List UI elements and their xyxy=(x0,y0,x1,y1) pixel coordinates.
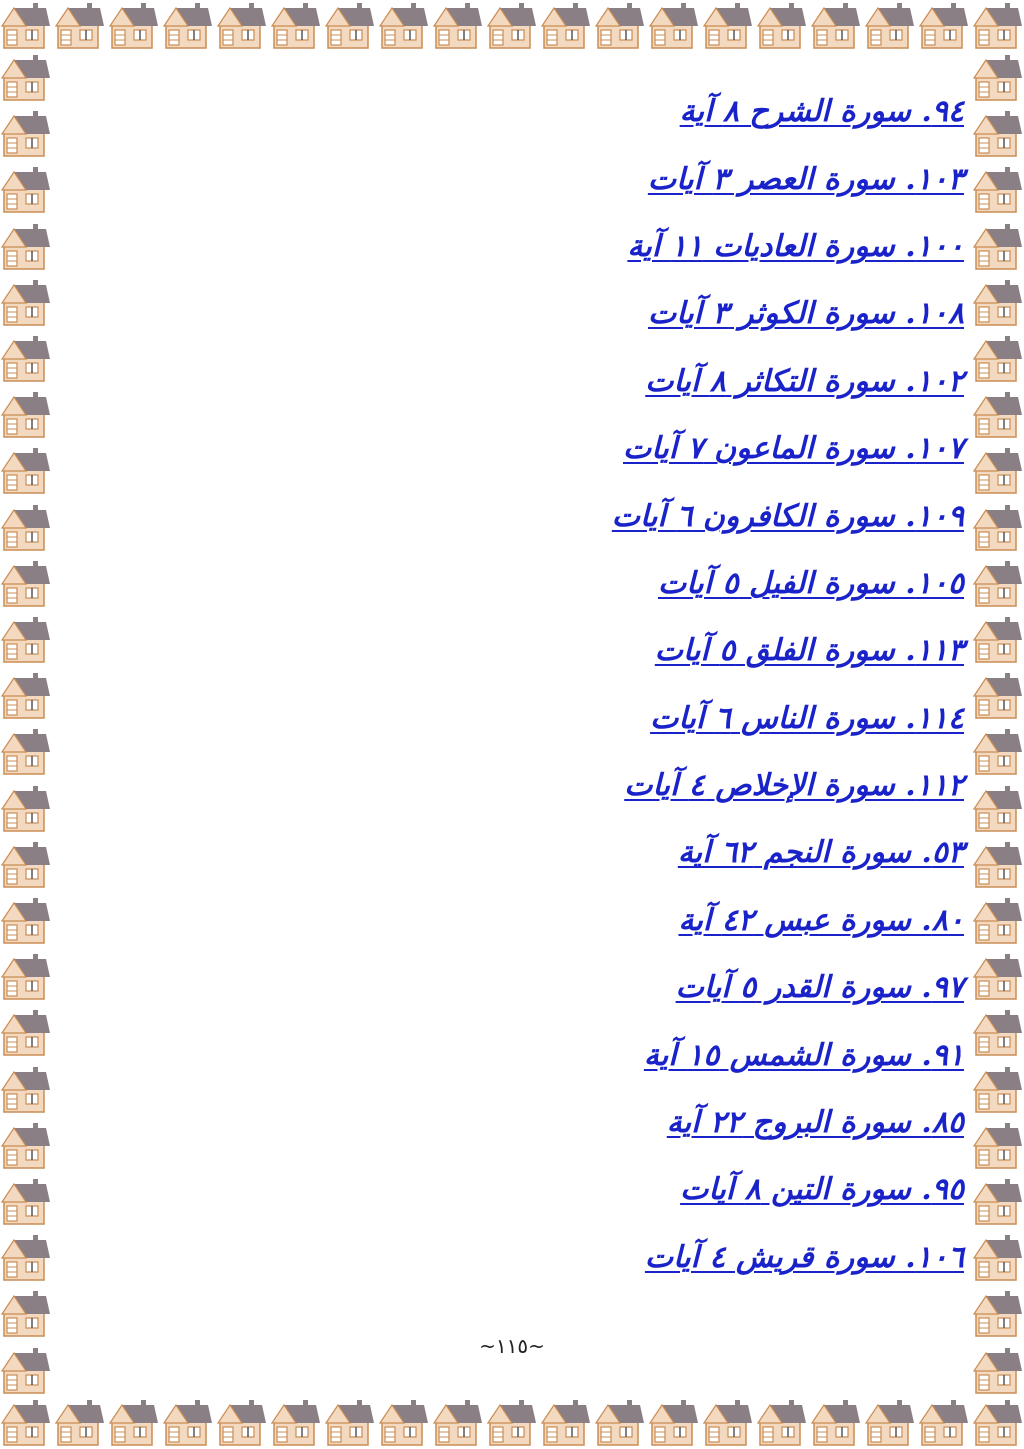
house-icon xyxy=(0,1120,52,1172)
border-right xyxy=(972,52,1024,1397)
house-icon xyxy=(0,839,52,891)
house-icon xyxy=(0,1007,52,1059)
house-icon xyxy=(972,839,1024,891)
house-icon xyxy=(972,333,1024,385)
house-icon xyxy=(972,1120,1024,1172)
list-item xyxy=(80,78,964,145)
house-icon xyxy=(0,895,52,947)
house-icon xyxy=(540,1397,592,1449)
surah-link[interactable]: ١٠٨. سورة الكوثر ٣ آيات xyxy=(647,296,964,332)
house-icon xyxy=(0,726,52,778)
house-icon xyxy=(54,1397,106,1449)
house-icon xyxy=(540,0,592,52)
surah-link[interactable]: ١٠٢. سورة التكاثر ٨ آيات xyxy=(645,363,964,399)
border-left xyxy=(0,52,52,1397)
house-icon xyxy=(810,0,862,52)
house-icon xyxy=(702,1397,754,1449)
house-icon xyxy=(972,670,1024,722)
list-item xyxy=(80,752,964,819)
house-icon xyxy=(486,1397,538,1449)
house-icon xyxy=(972,895,1024,947)
house-icon xyxy=(432,0,484,52)
list-item xyxy=(80,280,964,347)
house-icon xyxy=(378,0,430,52)
house-icon xyxy=(864,0,916,52)
list-item xyxy=(80,348,964,415)
list-item xyxy=(80,954,964,1021)
house-icon xyxy=(594,1397,646,1449)
house-icon xyxy=(0,108,52,160)
list-item xyxy=(80,887,964,954)
list-item xyxy=(80,550,964,617)
border-top xyxy=(0,0,1024,52)
surah-link[interactable]: ١٠٦. سورة قريش ٤ آيات xyxy=(644,1239,964,1275)
house-icon xyxy=(108,0,160,52)
house-icon xyxy=(324,0,376,52)
house-icon xyxy=(810,1397,862,1449)
surah-link[interactable]: ٨٠. سورة عبس ٤٢ آية xyxy=(678,902,964,938)
surah-link[interactable]: ١١٤. سورة الناس ٦ آيات xyxy=(650,700,964,736)
surah-link[interactable]: ١١٢. سورة الإخلاص ٤ آيات xyxy=(624,768,964,804)
surah-link[interactable]: ٨٥. سورة البروج ٢٢ آية xyxy=(666,1105,964,1141)
house-icon xyxy=(972,558,1024,610)
list-item xyxy=(80,685,964,752)
house-icon xyxy=(0,0,52,52)
house-icon xyxy=(0,951,52,1003)
surah-link[interactable]: ١٠٣. سورة العصر ٣ آيات xyxy=(647,161,964,197)
surah-link[interactable]: ١٠٧. سورة الماعون ٧ آيات xyxy=(623,431,964,467)
house-icon xyxy=(0,52,52,104)
house-icon xyxy=(972,164,1024,216)
house-icon xyxy=(0,670,52,722)
house-icon xyxy=(972,1397,1024,1449)
house-icon xyxy=(756,0,808,52)
surah-link[interactable]: ١٠٩. سورة الكافرون ٦ آيات xyxy=(611,498,964,534)
page-number: ~١١٥~ xyxy=(479,1334,545,1358)
house-icon xyxy=(0,614,52,666)
house-icon xyxy=(972,502,1024,554)
house-icon xyxy=(972,52,1024,104)
house-icon xyxy=(0,277,52,329)
surah-link[interactable]: ٩٧. سورة القدر ٥ آيات xyxy=(675,970,964,1006)
surah-link[interactable]: ١١٣. سورة الفلق ٥ آيات xyxy=(654,633,964,669)
house-icon xyxy=(702,0,754,52)
house-icon xyxy=(972,951,1024,1003)
surah-link[interactable]: ١٠٠. سورة العاديات ١١ آية xyxy=(627,228,964,264)
house-icon xyxy=(972,108,1024,160)
house-icon xyxy=(972,1007,1024,1059)
house-icon xyxy=(162,0,214,52)
house-icon xyxy=(0,333,52,385)
house-icon xyxy=(0,558,52,610)
house-icon xyxy=(486,0,538,52)
house-icon xyxy=(972,445,1024,497)
house-icon xyxy=(648,1397,700,1449)
house-icon xyxy=(0,1064,52,1116)
house-icon xyxy=(324,1397,376,1449)
house-icon xyxy=(0,783,52,835)
list-item xyxy=(80,1089,964,1156)
house-icon xyxy=(270,1397,322,1449)
house-icon xyxy=(0,1232,52,1284)
house-icon xyxy=(0,1345,52,1397)
house-icon xyxy=(54,0,106,52)
surah-link[interactable]: ٩٤. سورة الشرح ٨ آية xyxy=(679,94,964,130)
house-icon xyxy=(216,0,268,52)
surah-link[interactable]: ٩٥. سورة التين ٨ آيات xyxy=(680,1172,964,1208)
house-icon xyxy=(0,221,52,273)
house-icon xyxy=(0,445,52,497)
list-item xyxy=(80,145,964,212)
house-icon xyxy=(972,1345,1024,1397)
list-item xyxy=(80,415,964,482)
surah-link[interactable]: ٥٣. سورة النجم ٦٢ آية xyxy=(677,835,964,871)
house-icon xyxy=(918,1397,970,1449)
house-icon xyxy=(648,0,700,52)
house-icon xyxy=(0,1288,52,1340)
surah-link[interactable]: ١٠٥. سورة الفيل ٥ آيات xyxy=(657,565,964,601)
house-icon xyxy=(972,1288,1024,1340)
house-icon xyxy=(972,277,1024,329)
surah-link[interactable]: ٩١. سورة الشمس ١٥ آية xyxy=(643,1037,964,1073)
list-item xyxy=(80,617,964,684)
house-icon xyxy=(972,0,1024,52)
house-icon xyxy=(0,389,52,441)
house-icon xyxy=(162,1397,214,1449)
house-icon xyxy=(0,164,52,216)
house-icon xyxy=(972,1176,1024,1228)
house-icon xyxy=(972,1064,1024,1116)
content-area xyxy=(80,78,964,1291)
list-item xyxy=(80,1021,964,1088)
house-icon xyxy=(594,0,646,52)
house-icon xyxy=(972,783,1024,835)
house-icon xyxy=(864,1397,916,1449)
house-icon xyxy=(972,1232,1024,1284)
house-icon xyxy=(0,502,52,554)
house-icon xyxy=(270,0,322,52)
list-item xyxy=(80,1156,964,1223)
house-icon xyxy=(378,1397,430,1449)
surah-list xyxy=(80,78,964,1291)
list-item xyxy=(80,819,964,886)
list-item xyxy=(80,1224,964,1291)
list-item xyxy=(80,213,964,280)
house-icon xyxy=(0,1397,52,1449)
house-icon xyxy=(972,726,1024,778)
house-icon xyxy=(216,1397,268,1449)
house-icon xyxy=(756,1397,808,1449)
border-bottom xyxy=(0,1397,1024,1449)
list-item xyxy=(80,482,964,549)
house-icon xyxy=(972,389,1024,441)
house-icon xyxy=(0,1176,52,1228)
house-icon xyxy=(108,1397,160,1449)
house-icon xyxy=(972,221,1024,273)
house-icon xyxy=(918,0,970,52)
house-icon xyxy=(432,1397,484,1449)
house-icon xyxy=(972,614,1024,666)
